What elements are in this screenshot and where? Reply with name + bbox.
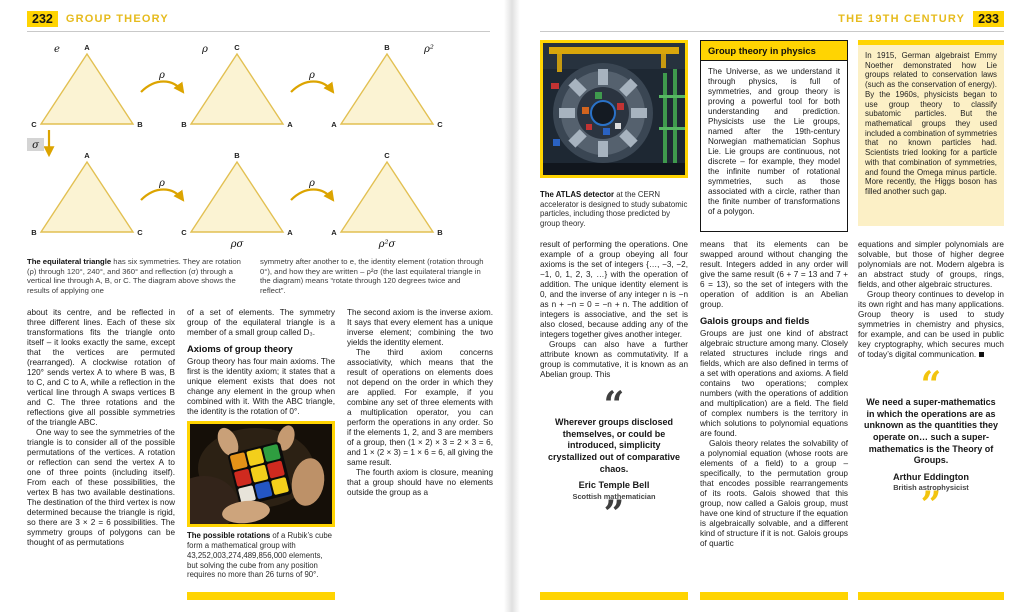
diagram-caption-col2: symmetry after another to e, the identity element (rotation through 0°), and how they are written – ρ²σ (the last equilateral triangle in the diagram) means “rotate through 120 degrees twice and reflect”. [260,257,484,295]
page-header-left [27,10,169,28]
article-end-marker [979,352,984,357]
quote-author-role: Scottish mathematician [572,491,656,501]
rho-arrow-icon [141,82,183,93]
yellow-bar [700,592,848,600]
vertex-label: B [137,120,143,129]
page-number: 233 [973,11,1004,27]
paragraph: Groups can also have a further attribute known as commutativity. If a group is commutative, it is known as an Abelian group. This [540,340,688,379]
vertex-label: C [137,228,143,237]
atlas-detector-photo [540,40,688,178]
quote-author: Eric Temple Bell [578,480,650,491]
vertex-label: C [31,120,37,129]
caption-text: has six symmetries. They are rotation (ρ) through 120°, 240°, and 360° and reflection (σ) through a vertical line through A, B, or C. The diagram above shows the results of applying one [27,257,241,295]
rho-arrow-icon [291,82,333,93]
left-body-column-3 [347,308,493,498]
vertex-label: C [234,43,240,52]
quote-text: We need a super-mathematics in which the operations are as unknown as the quantities they operate on… such a super-mathematics is the Theory of Groups. [864,397,999,466]
paragraph: equations and simpler polynomials are solvable, but those of higher degree polynomials are not. Modern algebra is an abstract study of groups, rings, fields, and other algebraic structures. [858,240,1004,289]
vertex-label: A [287,228,293,237]
close-quote-icon: ” [603,492,625,535]
vertex-label: B [181,120,187,129]
triangle-rho-sigma [191,162,283,232]
paragraph: about its centre, and be reflected in three different lines. Each of these six transformations fits the triangle onto itself – it looks exactly the same, except that the vertices are permuted (rearranged). A clockwise rotation of 120° sends vertex A to where B was, B to C, and C to A, while a reflection in the vertical line through A swaps vertices B and C. The three rotations and the reflections give all possible symmetries of the triangle ABC. [27,308,175,427]
close-quote-icon: ” [920,484,942,527]
caption-lead: The possible rotations [187,531,271,541]
triangle-rho2-sigma [341,162,433,232]
yellow-bar [858,592,1004,600]
subheading-galois: Galois groups and fields [700,315,810,326]
vertex-label: A [331,228,337,237]
vertex-label: B [384,43,390,52]
paragraph: One way to see the symmetries of the triangle is to consider all of the possible permutations of the vertices. A rotation or reflection can send the vertex A to one of three points (including itself). From each of these possibilities, the vertex B has two available destinations. The destination of the third vertex is now determined because the triangle is rigid, so there are 3 × 2 = 6 possibilities. The symmetry groups of polygons can be thought of as permutations [27,428,175,547]
paragraph: means that its elements can be swapped around without changing the result. Integers added in any order will give the same result (6 + 7 = 13 and 7 + 6 = 13), so the set of integers with the operation of addition is an Abelian group. [700,240,848,309]
page-233 [512,0,1024,612]
rho-arrow-icon [291,190,333,201]
quote-text: Wherever groups disclosed themselves, or could be introduced, simplicity crystallized out of comparative chaos. [547,417,681,474]
triangle-e [41,54,133,124]
caption-text: at the CERN accelerator is designed to study subatomic particles, including those predicted by group theory. [540,190,688,229]
section-title: GROUP THEORY [65,13,169,25]
left-body-column-2 [187,308,335,580]
vertex-label: A [287,120,293,129]
quote-author: Arthur Eddington [892,472,970,483]
vertex-label: B [437,228,443,237]
arrow-label: ρ [309,70,315,81]
quote-author-role: British astrophysicist [893,483,969,493]
sidebox-body: The Universe, as we understand it through physics, is full of symmetries, and group theory is proving a powerful tool for both understanding and prediction. Physicists use the Lie groups, named after the 19th-century Norwegian mathematician Sophus Lie. Lie groups are continuous, not discrete – for example, they model the infinite number of rotational symmetries, such as those associated with a circle, rather than the finite number of transformations of a polygon. [708,67,840,217]
vertex-label: A [84,43,90,52]
element-label: ρσ [230,239,244,250]
paragraph-text: Group theory continues to develop in its own right and has many applications. Group theory is used to study symmetries in chemistry and physics, for example, and can be used in public key cryptography, which secures much of today’s digital communication. [858,290,1004,359]
arrow-label: σ [32,140,39,151]
vertex-label: C [181,228,187,237]
element-label: ρ²σ [378,239,396,250]
element-label: ρ² [424,44,434,55]
paragraph: Group theory has four main axioms. The first is the identity axiom; it states that a unique element exists that does not change any element in the group when combined with it. With the ABC triangle, the identity is the rotation of 0°. [187,357,335,417]
element-label: ρ [202,44,208,55]
open-quote-icon: “ [920,364,942,406]
atlas-detector-illustration [543,43,685,175]
vertex-label: C [437,120,443,129]
paragraph: The third axiom concerns associativity, which means that the result of operations on elements does not depend on the order in which they are applied. For example, if you combine any set of three elements with a multiplication operator, you can perform the operations in any order. So if the elements 1, 2, and 3 are members of a group, then (1 × 2) × 3 = 2 × 3 = 6, and 1 × (2 × 3) = 1 × 6 = 6, all giving the same result. [347,348,493,467]
rho-arrow-icon [141,190,183,201]
diagram-caption-col1 [27,257,243,295]
triangle-sigma [41,162,133,232]
right-body-column-2 [700,240,848,549]
symmetry-diagram-svg [25,38,495,252]
yellow-bar [187,592,335,600]
page-number: 232 [27,11,58,27]
paragraph: Groups are just one kind of abstract algebraic structure among many. Closely related structures include rings and fields, which are also defined in terms of a set with operations and axioms. A field contains two operations; complex numbers (with the operations of addition and multiplication) are a field. The field of complex numbers is the territory in which solutions to polynomial equations are found. [700,329,848,439]
yellow-bar [540,592,688,600]
triangle-rho [191,54,283,124]
rubiks-cube-photo [187,421,335,527]
triangle-symmetry-diagram [25,38,495,252]
arrow-label: ρ [309,178,315,189]
element-label: e [54,44,60,55]
sidebox-title: Group theory in physics [701,41,847,61]
right-body-column-3 [858,240,1004,527]
paragraph: The fourth axiom is closure, meaning that a group should have no elements outside the group as a [347,468,493,497]
header-rule [540,31,1004,32]
quote-arthur-eddington [858,364,1004,527]
vertex-label: B [31,228,37,237]
quote-eric-temple-bell [540,384,688,535]
triangle-rho2 [341,54,433,124]
rubik-photo-caption [187,531,335,580]
header-rule [27,31,490,32]
paragraph: of a set of elements. The symmetry group of the equilateral triangle is a member of a small group called D₃. [187,308,335,337]
detector-endcap [553,63,653,163]
vertex-label: A [84,151,90,160]
atlas-photo-caption [540,190,688,229]
left-body-column-1 [27,308,175,548]
paragraph: The second axiom is the inverse axiom. It says that every element has a unique inverse element; combining the two yields the identity element. [347,308,493,347]
open-quote-icon: “ [603,384,625,426]
caption-text: of a Rubik’s cube form a mathematical group with 43,252,003,274,489,856,000 elements, but solving the cube from any position requires no more than 26 turns of 90°. [187,531,333,580]
vertex-label: B [234,151,240,160]
rubiks-cube-illustration [190,424,332,524]
physics-sidebox [700,40,848,232]
paragraph: Galois theory relates the solvability of a polynomial equation (whose roots are elements of a field) to a group – specifically, to the permutation group that encodes possible rearrangements of its roots. Galois showed that this group, now called a Galois group, must have one kind of structure if the equation is algebraically solvable, and a different kind of structure if it is not. Galois groups of quartic [700,439,848,549]
noether-sidebar: In 1915, German algebraist Emmy Noether demonstrated how Lie groups related to conservation laws (such as the conservation of energy). By the 1960s, physicists began to use group theory to classify subatomic particles. But the mathematical groups they used included a combination of symmetries that no known particles had. Scientists tried looking for a particle with that combination of symmetries, and found the Omega minus particle. More recently, the Higgs boson has filled another such gap. [858,40,1004,226]
vertex-label: A [331,120,337,129]
caption-lead: The ATLAS detector [540,190,615,199]
right-body-column-1 [540,240,688,535]
subheading-axioms: Axioms of group theory [187,343,293,354]
page-header-right [838,10,1004,28]
arrow-label: ρ [159,178,165,189]
arrow-label: ρ [159,70,165,81]
vertex-label: C [384,151,390,160]
section-title: THE 19TH CENTURY [838,13,966,25]
paragraph: result of performing the operations. One example of a group obeying all four axioms is the set of integers {…, −3, −2, −1, 0, 1, 2, 3, …} with the operation of addition. The unique identity element is 0, and the inverse of any integer n is −n as n + −n = 0 = −n + n. The addition of integers is associative, and the set is also closed, because adding any of the integers together gives another integer. [540,240,688,339]
paragraph [858,290,1004,360]
caption-lead: The equilateral triangle [27,257,112,266]
